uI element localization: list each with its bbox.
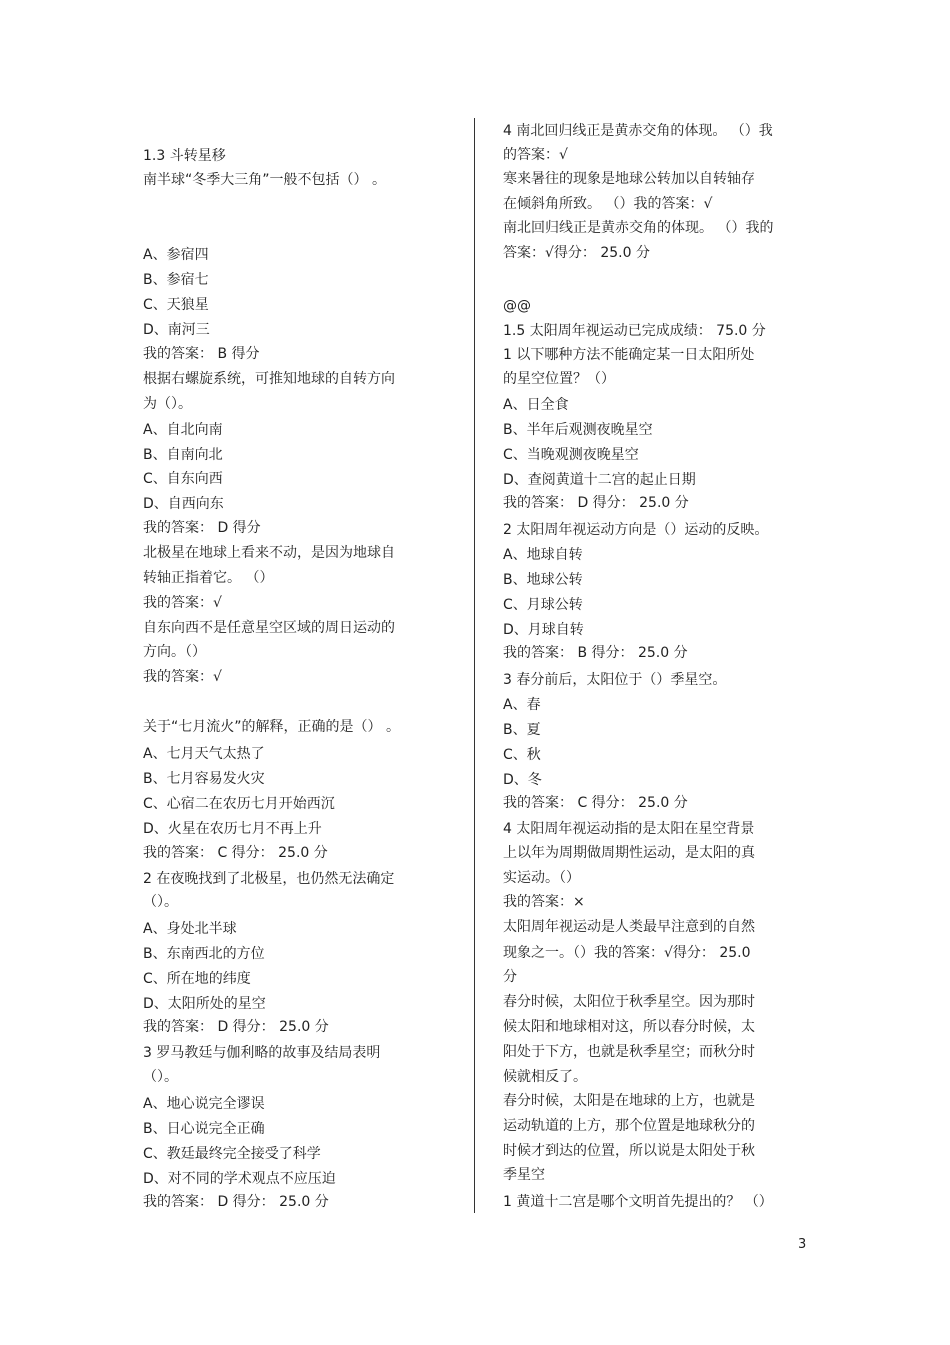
answer-option: D、冬 — [503, 772, 542, 788]
answer-option: A、参宿四 — [143, 247, 209, 263]
answer-option: C、秋 — [503, 747, 541, 763]
answer-option: A、自北向南 — [143, 422, 223, 438]
answer-option: C、心宿二在农历七月开始西沉 — [143, 796, 335, 812]
question-text: 现象之一。（）我的答案：√得分： 25.0 — [503, 945, 751, 961]
question-text: 1 以下哪种方法不能确定某一日太阳所处 — [503, 347, 755, 363]
explanation-text: 运动轨道的上方，那个位置是地球秋分的 — [503, 1118, 755, 1134]
question-text: 3 罗马教廷与伽利略的故事及结局表明 — [143, 1045, 381, 1061]
question-text: 关于“七月流火”的解释，正确的是（） 。 — [143, 719, 400, 735]
question-text: （）。 — [143, 894, 178, 910]
my-answer: 的答案：√ — [503, 147, 568, 163]
explanation-text: 季星空 — [503, 1167, 545, 1183]
question-text: 转轴正指着它。 （） — [143, 570, 274, 586]
answer-option: B、半年后观测夜晚星空 — [503, 422, 653, 438]
column-divider — [474, 118, 475, 1213]
explanation-text: 候就相反了。 — [503, 1069, 587, 1085]
my-answer: 我的答案： D 得分： 25.0 分 — [143, 1019, 329, 1035]
my-answer: 我的答案：√ — [143, 669, 222, 685]
question-text: 南北回归线正是黄赤交角的体现。 （）我的 — [503, 220, 774, 236]
answer-option: A、地球自转 — [503, 547, 583, 563]
question-text: 寒来暑往的现象是地球公转加以自转轴存 — [503, 171, 755, 187]
answer-option: D、月球自转 — [503, 622, 584, 638]
question-text: 4 南北回归线正是黄赤交角的体现。 （）我 — [503, 123, 773, 139]
answer-option: C、当晚观测夜晚星空 — [503, 447, 639, 463]
answer-option: C、所在地的纬度 — [143, 971, 251, 987]
explanation-text: 春分时候，太阳是在地球的上方，也就是 — [503, 1093, 755, 1109]
answer-option: D、南河三 — [143, 322, 210, 338]
explanation-text: 春分时候，太阳位于秋季星空。因为那时 — [503, 994, 755, 1010]
question-text: 实运动。（） — [503, 870, 580, 886]
my-answer: 我的答案： D 得分： 25.0 分 — [503, 495, 689, 511]
my-answer: 我的答案： D 得分： 25.0 分 — [143, 1194, 329, 1210]
question-text: 南半球“冬季大三角”一般不包括（） 。 — [143, 172, 386, 188]
page-number: 3 — [798, 1237, 807, 1252]
question-text: 自东向西不是任意星空区域的周日运动的 — [143, 620, 395, 636]
answer-option: C、教廷最终完全接受了科学 — [143, 1146, 321, 1162]
my-answer: 我的答案： B 得分： 25.0 分 — [503, 645, 688, 661]
my-answer: 我的答案： C 得分： 25.0 分 — [143, 845, 328, 861]
explanation-text: 阳处于下方，也就是秋季星空；而秋分时 — [503, 1044, 755, 1060]
answer-option: B、日心说完全正确 — [143, 1121, 265, 1137]
answer-option: D、查阅黄道十二宫的起止日期 — [503, 472, 696, 488]
explanation-text: 候太阳和地球相对这，所以春分时候，太 — [503, 1019, 755, 1035]
answer-option: C、自东向西 — [143, 471, 223, 487]
section-heading: 1.5 太阳周年视运动已完成成绩： 75.0 分 — [503, 323, 766, 339]
answer-option: A、日全食 — [503, 397, 569, 413]
answer-option: A、身处北半球 — [143, 921, 237, 937]
question-text: 根据右螺旋系统，可推知地球的自转方向 — [143, 371, 395, 387]
question-text: 4 太阳周年视运动指的是太阳在星空背景 — [503, 821, 755, 837]
question-text: （）。 — [143, 1069, 178, 1085]
question-text: 1 黄道十二宫是哪个文明首先提出的？ （） — [503, 1194, 773, 1210]
answer-option: D、自西向东 — [143, 496, 224, 512]
answer-option: C、月球公转 — [503, 597, 583, 613]
answer-option: D、太阳所处的星空 — [143, 996, 266, 1012]
question-text: 上以年为周期做周期性运动，是太阳的真 — [503, 845, 755, 861]
my-answer: 我的答案： D 得分 — [143, 520, 261, 536]
answer-option: D、对不同的学术观点不应压迫 — [143, 1171, 336, 1187]
question-text: 北极星在地球上看来不动，是因为地球自 — [143, 545, 395, 561]
my-answer: 我的答案： B 得分 — [143, 346, 260, 362]
question-text: 为（）。 — [143, 396, 192, 412]
question-text: 在倾斜角所致。 （）我的答案：√ — [503, 196, 713, 212]
my-answer: 我的答案：√ — [143, 595, 222, 611]
answer-option: A、地心说完全谬误 — [143, 1096, 265, 1112]
question-text: 2 太阳周年视运动方向是（）运动的反映。 — [503, 522, 769, 538]
question-text: 的星空位置？（） — [503, 371, 615, 387]
my-answer: 我的答案：× — [503, 894, 585, 910]
explanation-text: 时候才到达的位置，所以说是太阳处于秋 — [503, 1143, 755, 1159]
answer-option: A、七月天气太热了 — [143, 746, 265, 762]
question-text: 分 — [503, 969, 517, 985]
answer-option: B、参宿七 — [143, 272, 209, 288]
answer-option: B、地球公转 — [503, 572, 583, 588]
answer-option: B、自南向北 — [143, 447, 223, 463]
answer-option: A、春 — [503, 697, 541, 713]
question-text: 2 在夜晚找到了北极星，也仍然无法确定 — [143, 871, 395, 887]
section-heading: 1.3 斗转星移 — [143, 148, 226, 164]
separator-text: @@ — [503, 298, 531, 314]
my-answer: 答案：√得分： 25.0 分 — [503, 245, 650, 261]
answer-option: B、东南西北的方位 — [143, 946, 265, 962]
answer-option: D、火星在农历七月不再上升 — [143, 821, 322, 837]
answer-option: C、天狼星 — [143, 297, 209, 313]
question-text: 太阳周年视运动是人类最早注意到的自然 — [503, 919, 755, 935]
answer-option: B、夏 — [503, 722, 541, 738]
question-text: 方向。（） — [143, 644, 206, 660]
my-answer: 我的答案： C 得分： 25.0 分 — [503, 795, 688, 811]
answer-option: B、七月容易发火灾 — [143, 771, 265, 787]
question-text: 3 春分前后，太阳位于（）季星空。 — [503, 672, 727, 688]
